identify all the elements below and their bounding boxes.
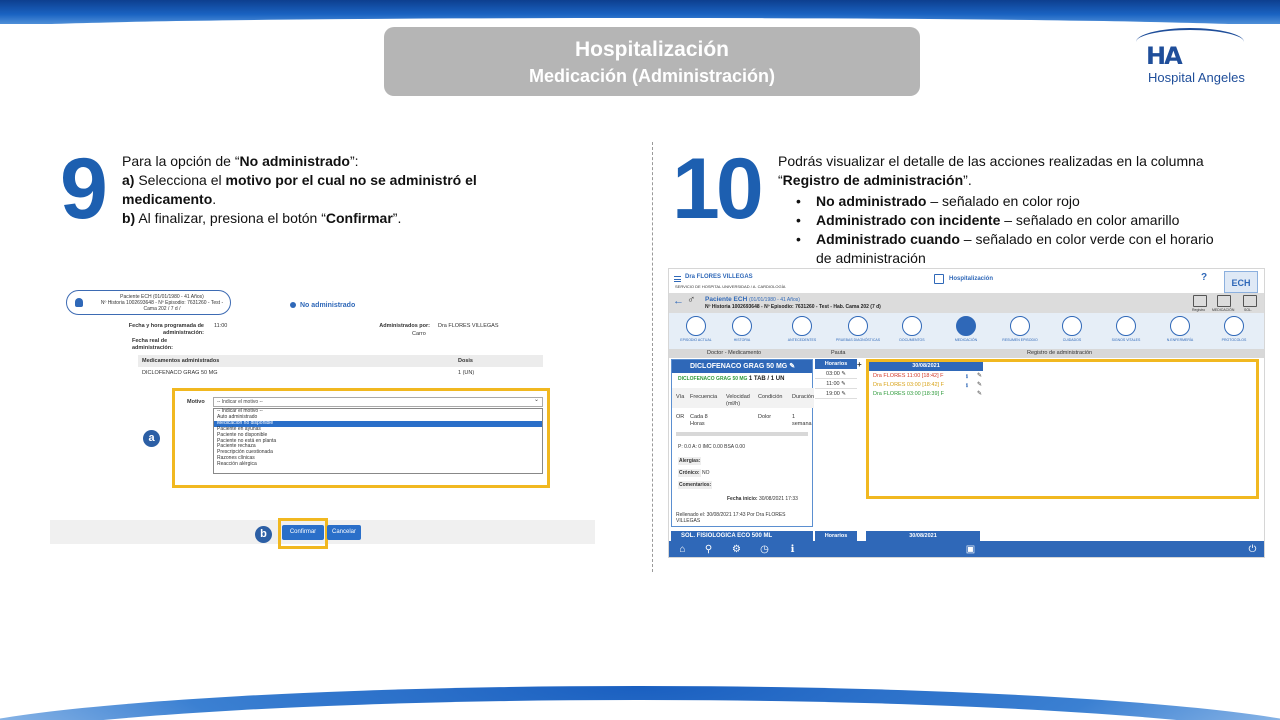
patient-info	[97, 294, 227, 312]
medicacion-label: MEDICACIÓN	[1212, 308, 1235, 312]
service-name: SERVICIO DE HOSPITAL UNIVERSIDAD / A. CARDIOLOGÍA	[675, 284, 786, 289]
medicacion-icon[interactable]	[1217, 295, 1231, 307]
registro-date-2: 30/08/2021	[866, 531, 980, 541]
alergias-label: Alergias:	[679, 458, 701, 464]
patient-line1: Paciente ECH (01/01/1980 - 41 Años)	[120, 294, 204, 300]
help-icon[interactable]: ?	[1201, 272, 1208, 283]
medication-screen	[668, 268, 1265, 558]
tab-label: HISTORIA	[733, 338, 751, 342]
row-dosis: 1 (UN)	[458, 370, 475, 376]
medication-icon	[956, 316, 976, 336]
tab-medicacion[interactable]	[941, 316, 991, 348]
td-via: OR	[676, 414, 685, 420]
tab-label: RESUMEN EPISODIO	[1002, 338, 1038, 342]
tab-label: MEDICACIÓN	[954, 338, 978, 342]
med-name[interactable]: DICLOFENACO GRAG 50 MG ✎	[672, 360, 812, 373]
edit-icon[interactable]: ✎	[977, 373, 983, 379]
step-9-line1: Para la opción de “No administrado”:	[122, 153, 359, 169]
tab-episodio-actual[interactable]	[671, 316, 721, 348]
motivo-option[interactable]: Reacción alérgica	[217, 461, 257, 468]
registro-administracion	[866, 359, 1259, 499]
horario-item[interactable]: 03:00 ✎	[815, 369, 857, 379]
motivo-options-list[interactable]	[213, 408, 543, 474]
patient-name[interactable]: Paciente ECH (01/01/1980 - 41 Años)	[705, 296, 800, 303]
entry-no-administrado[interactable]: Dra FLORES 11:00 [18:42] F	[873, 373, 944, 379]
motivo-option-selected[interactable]: Medicación no disponible	[214, 421, 542, 427]
table-header	[138, 355, 543, 367]
carro-value: Carro	[412, 331, 426, 337]
home-icon[interactable]: ⌂	[679, 544, 686, 555]
gear-icon[interactable]: ⚙	[732, 544, 741, 555]
bullet-administrado-cuando: • Administrado cuando – señalado en color verde con el horario de administración	[778, 230, 1218, 268]
col-dosis: Dosis	[458, 358, 473, 364]
add-horario-icon[interactable]: +	[857, 360, 862, 369]
motivo-option[interactable]: Paciente no está en planta	[217, 437, 277, 444]
bottom-swoosh	[0, 676, 1280, 720]
top-banner	[0, 0, 1280, 24]
tab-label: ANTECEDENTES	[787, 338, 817, 342]
entry-administrado[interactable]: Dra FLORES 03:00 [18:39] F	[873, 391, 944, 397]
med-sub: DICLOFENACO GRAG 50 MG 1 TAB / 1 UN	[678, 376, 785, 382]
clock-icon[interactable]: ◷	[760, 544, 769, 555]
registro-icon[interactable]	[1193, 295, 1207, 307]
nurse-icon	[1170, 316, 1190, 336]
fecha-prog-value: 11:00	[214, 323, 228, 329]
page-title: Hospitalización	[574, 38, 730, 61]
male-icon: ♂	[687, 294, 696, 306]
app-header	[669, 269, 1265, 293]
step-10-line1: Podrás visualizar el detalle de las acciones realizadas en la columna “Registro de administración”.	[778, 153, 1204, 188]
title-box	[384, 27, 920, 96]
horarios-list	[815, 359, 857, 403]
archive-icon[interactable]: ▣	[965, 544, 976, 555]
tab-signos-vitales[interactable]	[1101, 316, 1151, 348]
admin-por-label: Administrados por:	[379, 323, 430, 329]
bullet-no-administrado: • No administrado – señalado en color rojo	[778, 192, 1218, 211]
logo-name: Hospital Angeles	[1148, 70, 1245, 85]
td-duracion: 1 semana	[792, 414, 812, 427]
user-icon	[75, 298, 83, 307]
page-subtitle: Medicación (Administración)	[528, 66, 776, 86]
step-9-instructions	[122, 152, 542, 228]
module-title: Hospitalización	[949, 276, 994, 282]
registro-date: 30/08/2021	[869, 362, 983, 371]
med2-name[interactable]: SOL. FISIOLOGICA ECO 500 ML	[671, 531, 813, 541]
fecha-prog-label: Fecha y hora programada de administración:	[128, 323, 204, 336]
badge-a: a	[143, 430, 160, 447]
vitals-icon	[1116, 316, 1136, 336]
motivo-option[interactable]: -- Indicar el motivo --	[217, 408, 263, 414]
tests-icon	[848, 316, 868, 336]
motivo-option[interactable]: Auto administrado	[217, 413, 258, 420]
logo-mark: HA	[1146, 42, 1181, 70]
col-registro: Registro de administración	[1027, 350, 1093, 356]
cronico-value: NO	[702, 470, 710, 476]
tab-pruebas[interactable]	[833, 316, 883, 348]
col-medicamentos: Medicamentos administrados	[142, 358, 220, 364]
horarios-header-2: Horarios	[815, 531, 857, 541]
tab-label: DOCUMENTOS	[899, 338, 925, 342]
status-label: No administrado	[290, 302, 355, 309]
doctor-name: Dra FLORES VILLEGAS	[685, 274, 753, 280]
sol-icon[interactable]	[1243, 295, 1257, 307]
binoculars-icon[interactable]: ⚲	[704, 544, 713, 555]
tab-label: CUIDADOS	[1062, 338, 1082, 342]
medications-table	[138, 355, 543, 381]
step-10-instructions	[778, 152, 1218, 268]
care-icon	[1062, 316, 1082, 336]
history-icon	[732, 316, 752, 336]
patient-line3: Cama 202 / 7 d /	[143, 306, 181, 312]
step-9-line-a: a) Selecciona el motivo por el cual no se administró el medicamento.	[122, 172, 477, 207]
horario-item[interactable]: 19:00 ✎	[815, 389, 857, 399]
section-tabs	[669, 313, 1265, 349]
patient-pill[interactable]	[66, 290, 231, 315]
tab-label: SIGNOS VITALES	[1111, 338, 1141, 342]
col-doctor: Doctor - Medicamento	[707, 350, 762, 356]
th-frecuencia: Frecuencia	[690, 394, 718, 400]
tab-documentos[interactable]	[887, 316, 937, 348]
motivo-option[interactable]: Razones clínicas	[217, 455, 255, 462]
entry-con-incidente[interactable]: Dra FLORES 03:00 [18:42] F	[873, 382, 944, 388]
info-icon[interactable]: ℹ	[966, 383, 968, 389]
motivo-label: Motivo	[187, 399, 205, 405]
vitals-line: P: 0.0 A: 0 IMC 0.00 BSA 0.00	[678, 444, 745, 450]
logo-arc	[1136, 28, 1244, 42]
edit-icon[interactable]: ✎	[977, 382, 983, 388]
column-headers	[669, 349, 1265, 358]
tab-label: EPISODIO ACTUAL	[680, 338, 712, 342]
medication-card	[671, 359, 813, 527]
tab-resumen[interactable]	[995, 316, 1045, 348]
tab-cuidados[interactable]	[1047, 316, 1097, 348]
motivo-option[interactable]: Paciente en ayunas	[217, 425, 261, 432]
registro-label: Registro	[1192, 308, 1206, 312]
fecha-inicio: Fecha inicio: 30/08/2021 17:33	[727, 496, 798, 502]
sol-label: SOL.	[1244, 308, 1252, 312]
edit-icon[interactable]: ✎	[977, 391, 983, 397]
badge-b: b	[255, 526, 272, 543]
th-condicion: Condición	[758, 394, 783, 400]
no-administrado-form	[50, 285, 595, 547]
th-velocidad: Velocidad (ml/h)	[726, 394, 750, 407]
cancel-button[interactable]: Cancelar	[327, 525, 361, 540]
motivo-option[interactable]: Paciente no disponible	[217, 431, 268, 438]
episode-icon	[686, 316, 706, 336]
tab-protocolos[interactable]	[1209, 316, 1259, 348]
motivo-select[interactable]: -- Indicar el motivo -- ⌄	[213, 397, 543, 407]
col-pauta: Pauta	[831, 350, 846, 356]
row-medicamento: DICLOFENACO GRAG 50 MG	[142, 370, 218, 376]
table-row	[138, 367, 543, 381]
hospital-logo	[1132, 28, 1252, 88]
edit-icon[interactable]: ✎	[789, 363, 796, 370]
motivo-highlight	[172, 388, 550, 488]
admin-por-value: Dra FLORES VILLEGAS	[438, 323, 499, 329]
ech-logo: ECH	[1224, 271, 1258, 293]
th-duracion: Duración	[792, 394, 815, 400]
documents-icon	[902, 316, 922, 336]
tab-label: N.ENFERMERÍA	[1166, 338, 1194, 342]
step-10-bullets	[778, 192, 1218, 268]
bullet-con-incidente: • Administrado con incidente – señalado en color amarillo	[778, 211, 1218, 230]
patient-history: Nº Historia 1002693648 - Nº Episodio: 7631260 - Test - Hab. Cama 202 (7 d)	[705, 304, 881, 310]
antecedentes-icon	[792, 316, 812, 336]
motivo-option[interactable]: Prescripción cuestionada	[217, 449, 273, 456]
info-icon[interactable]: ℹ	[966, 374, 968, 380]
step-9-line-b: b) Al finalizar, presiona el botón “Confirmar”.	[122, 210, 402, 226]
fecha-real-label: Fecha real de administración:	[132, 338, 173, 351]
tab-enfermeria[interactable]	[1155, 316, 1205, 348]
tab-label: PROTOCOLOS	[1221, 338, 1247, 342]
info-icon[interactable]: ℹ	[790, 544, 795, 555]
comentarios-label: Comentarios:	[679, 482, 712, 488]
td-frecuencia: Cada 8 Horas	[690, 414, 708, 427]
hospital-icon	[934, 274, 944, 284]
rellenado-info: Rellenado el: 30/08/2021 17:43 Por Dra FLORES VILLEGAS	[676, 512, 786, 524]
td-condicion: Dolor	[758, 414, 772, 420]
patient-line2: Nº Historia 1002693648 - Nº Episodio: 7631260 - Test -	[100, 300, 224, 306]
tab-label: PRUEBAS DIAGNÓSTICAS	[835, 338, 881, 342]
summary-icon	[1010, 316, 1030, 336]
menu-icon[interactable]	[674, 276, 681, 282]
tab-historia[interactable]	[717, 316, 767, 348]
motivo-option[interactable]: Paciente rechaza	[217, 443, 256, 450]
back-arrow-icon[interactable]: ←	[673, 295, 684, 307]
power-icon[interactable]: ⏻	[1248, 544, 1257, 555]
step-10-number: 10	[672, 141, 760, 237]
section-divider	[652, 142, 653, 572]
step-9-number: 9	[60, 141, 104, 237]
patient-bar	[669, 293, 1265, 313]
horario-item[interactable]: 11:00 ✎	[815, 379, 857, 389]
tab-antecedentes[interactable]	[777, 316, 827, 348]
confirm-button[interactable]: Confirmar	[282, 525, 324, 540]
protocols-icon	[1224, 316, 1244, 336]
horizontal-scrollbar[interactable]	[676, 432, 808, 436]
bottom-toolbar	[669, 541, 1265, 558]
cronico-label: Crónico:	[679, 470, 700, 476]
horarios-header: Horarios	[815, 359, 857, 369]
th-via: Vía	[676, 394, 685, 400]
